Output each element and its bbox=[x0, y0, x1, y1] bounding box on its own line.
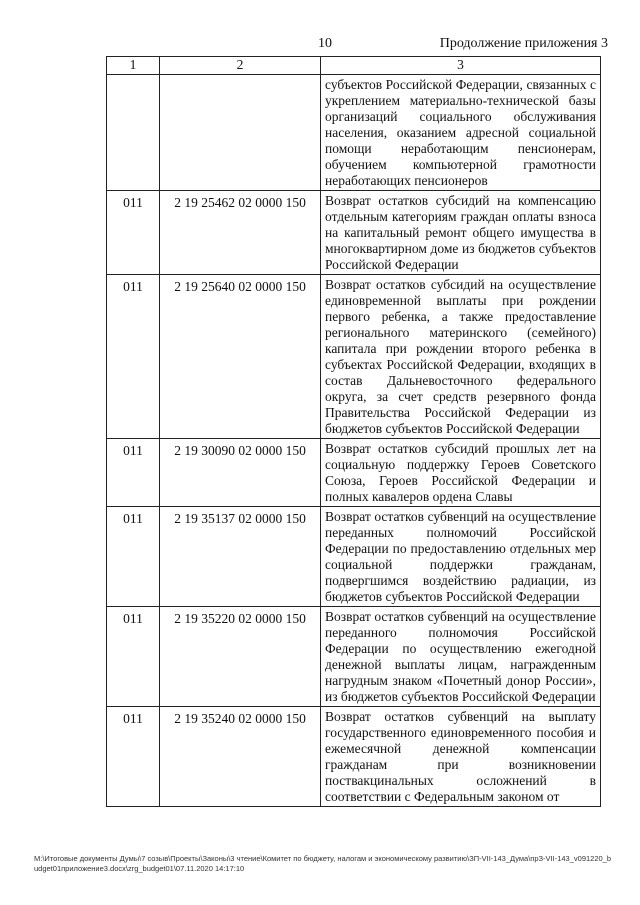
column-header-1: 1 bbox=[107, 57, 160, 75]
table-row bbox=[107, 275, 601, 439]
table-row bbox=[107, 191, 601, 275]
table-row bbox=[107, 607, 601, 707]
description-cell: Возврат остатков субсидий прошлых лет на социальную поддержку Героев Советского Союза, Героев Российской Федерации и полных кавалеров ордена Славы bbox=[321, 439, 601, 507]
kbk-code-cell: 2 19 35220 02 0000 150 bbox=[160, 607, 321, 707]
admin-code-cell bbox=[107, 75, 160, 191]
description-cell: Возврат остатков субвенций на осуществление переданных полномочий Российской Федерации по предоставлению отдельных мер социальной поддержки гражданам, подвергшимся воздействию радиации, из бюджетов субъектов Российской Федерации bbox=[321, 507, 601, 607]
kbk-code-cell bbox=[160, 75, 321, 191]
table-row bbox=[107, 75, 601, 191]
column-header-3: 3 bbox=[321, 57, 601, 75]
admin-code-cell: 011 bbox=[107, 707, 160, 807]
description-cell: субъектов Российской Федерации, связанных с укреплением материально-технической базы организаций социального обслуживания населения, оказанием адресной социальной помощи неработающим пенсионерам, обучением компьютерной грамотности неработающих пенсионеров bbox=[321, 75, 601, 191]
kbk-code-cell: 2 19 35137 02 0000 150 bbox=[160, 507, 321, 607]
description-cell: Возврат остатков субвенций на осуществление переданного полномочия Российской Федерации по осуществлению ежегодной денежной выплаты лицам, награжденным нагрудным знаком «Почетный донор России», из бюджетов субъектов Российской Федерации bbox=[321, 607, 601, 707]
kbk-code-cell: 2 19 35240 02 0000 150 bbox=[160, 707, 321, 807]
admin-code-cell: 011 bbox=[107, 275, 160, 439]
admin-code-cell: 011 bbox=[107, 607, 160, 707]
admin-code-cell: 011 bbox=[107, 439, 160, 507]
budget-codes-table bbox=[106, 56, 601, 807]
kbk-code-cell: 2 19 30090 02 0000 150 bbox=[160, 439, 321, 507]
kbk-code-cell: 2 19 25640 02 0000 150 bbox=[160, 275, 321, 439]
table-header-row bbox=[107, 57, 601, 75]
table-row bbox=[107, 439, 601, 507]
admin-code-cell: 011 bbox=[107, 191, 160, 275]
description-cell: Возврат остатков субсидий на компенсацию отдельным категориям граждан оплаты взноса на капитальный ремонт общего имущества в многоквартирном доме из бюджетов субъектов Российской Федерации bbox=[321, 191, 601, 275]
column-header-2: 2 bbox=[160, 57, 321, 75]
kbk-code-cell: 2 19 25462 02 0000 150 bbox=[160, 191, 321, 275]
page-number: 10 bbox=[318, 36, 332, 51]
document-path-footer: M:\Итоговые документы Думы\7 созыв\Проекты\Законы\3 чтение\Комитет по бюджету, налогам и экономическому развитию\ЗП-VII-143_Дума\прЗ-VII-143_v091220_budget01приложение3.docx\zrg_budget01\07.11.2020 14:17:10 bbox=[34, 854, 612, 873]
continuation-label: Продолжение приложения 3 bbox=[439, 36, 608, 51]
table-row bbox=[107, 707, 601, 807]
table-row bbox=[107, 507, 601, 607]
admin-code-cell: 011 bbox=[107, 507, 160, 607]
description-cell: Возврат остатков субсидий на осуществление единовременной выплаты при рождении первого ребенка, а также предоставление регионального материнского (семейного) капитала при рождении второго ребенка в субъектах Российской Федерации, входящих в состав Дальневосточного федерального округа, за счет средств резервного фонда Правительства Российской Федерации из бюджетов субъектов Российской Федерации bbox=[321, 275, 601, 439]
description-cell: Возврат остатков субвенций на выплату государственного единовременного пособия и ежемесячной денежной компенсации гражданам при возникновении поствакцинальных осложнений в соответствии с Федеральным законом от bbox=[321, 707, 601, 807]
